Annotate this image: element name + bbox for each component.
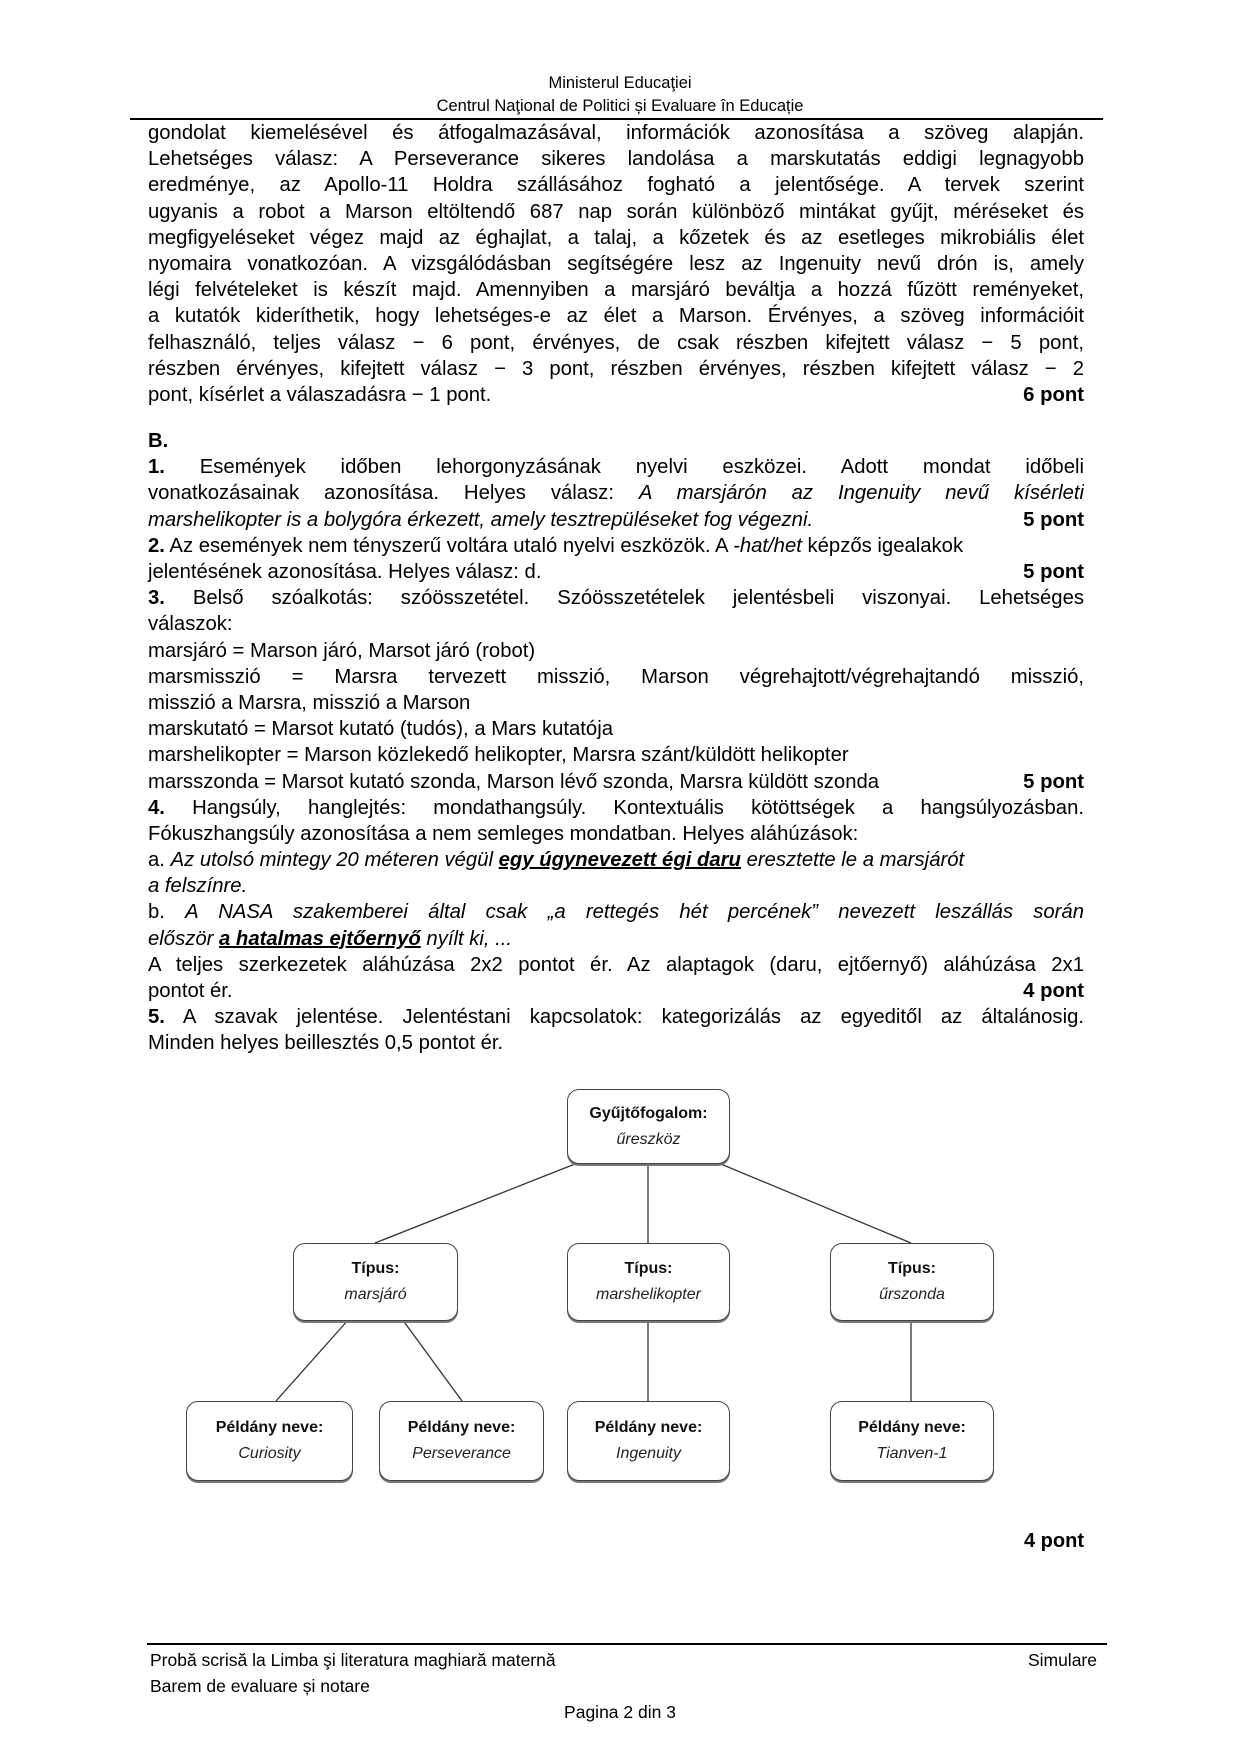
answer-a: [148, 847, 1084, 873]
question-4: [148, 795, 1084, 1005]
text-line: eredménye, az Apollo-11 Holdra szállásához fogható a jelentősége. A tervek szerint: [148, 174, 1084, 197]
answer-line: marshelikopter = Marson közlekedő helikopter, Marsra szánt/küldött helikopter: [148, 744, 849, 767]
text-fragment: képzős igealakok: [801, 534, 964, 557]
text-fragment: marsszonda = Marsot kutató szonda, Marson lévő szonda, Marsra küldött szonda: [148, 770, 880, 793]
underlined-answer: egy úgynevezett égi daru: [498, 849, 741, 872]
answer-line: marsjáró = Marson járó, Marsot járó (robot): [148, 639, 536, 662]
answer-a-cont: [148, 873, 1084, 899]
answer-italic: marshelikopter is a bolygóra érkezett, amely tesztrepüléseket fog végezni.: [148, 508, 814, 531]
footer-simulation-label: Simulare: [1027, 1650, 1097, 1670]
text-italic: először: [148, 927, 220, 950]
text-fragment: pontot ér.: [148, 980, 233, 1002]
text-line: felhasználó, teljes válasz − 6 pont, érvényes, de csak részben kifejtett válasz − 5 pont,: [148, 331, 1084, 354]
points-label: 4 pont: [1024, 1530, 1084, 1552]
answer-b-cont: [148, 926, 1084, 952]
header-ministry: Ministerul Educaţiei: [548, 74, 692, 92]
node-title: Példány neve:: [594, 1419, 703, 1436]
header-center: Centrul Naţional de Politici și Evaluare în Educație: [436, 97, 804, 115]
node-title: Példány neve:: [215, 1419, 324, 1436]
text-line: [148, 795, 1084, 821]
node-title: Példány neve:: [858, 1419, 966, 1436]
diagram-node-type: [830, 1243, 994, 1321]
answer-line: marskutató = Marsot kutató (tudós), a Mars kutatója: [148, 718, 613, 741]
text-fragment: Belső szóalkotás: szóösszetétel. Szóösszetételek jelentésbeli viszonyai. Lehetséges: [164, 587, 1084, 610]
diagram-node-type: [293, 1243, 458, 1321]
text-line: [148, 533, 1084, 559]
section-heading: B.: [148, 430, 169, 453]
diagram-node-type: [567, 1243, 730, 1321]
text-line: Minden helyes beillesztés 0,5 pontot ér.: [148, 1032, 504, 1055]
question-number: 3.: [148, 587, 165, 610]
text-line: a kutatók kideríthetik, hogy lehetséges-e az élet a Marson. Érvényes, a szöveg információit: [148, 305, 1084, 328]
text-fragment: pont, kísérlet a válaszadásra − 1 pont.: [148, 383, 492, 406]
text-fragment: b.: [148, 901, 186, 924]
diagram-node-instance: [830, 1401, 994, 1481]
answer-line: [148, 769, 1084, 795]
points-label: 4 pont: [1023, 980, 1084, 1002]
text-line: [148, 507, 1084, 533]
text-fragment: Az események nem tényszerű voltára utaló nyelvi eszközök. A: [164, 534, 734, 557]
node-title: Típus:: [888, 1260, 936, 1277]
text-line: [148, 978, 1084, 1004]
text-line: [148, 1004, 1084, 1030]
text-fragment: jelentésének azonosítása. Helyes válasz: d.: [148, 561, 542, 583]
node-value: Tianven-1: [876, 1445, 948, 1462]
text-italic: Az utolsó mintegy 20 méteren végül: [170, 849, 499, 872]
diagram-node-root: [567, 1089, 730, 1164]
answer-line: marsmisszió = Marsra tervezett misszió, Marson végrehajtott/végrehajtandó misszió,: [148, 665, 1084, 688]
question-5: [148, 1004, 1084, 1056]
text-line: légi felvételeket is készít majd. Amennyiben a marsjáró beváltja a hozzá fűzött reményeket,: [148, 279, 1084, 302]
points-label: 5 pont: [1023, 770, 1084, 793]
text-italic: A NASA szakemberei által csak „a rettegés hét percének” nevezett leszállás során: [185, 901, 1084, 924]
answer-italic: A marsjárón az Ingenuity nevű kísérleti: [638, 482, 1084, 505]
text-fragment: Hangsúly, hanglejtés: mondathangsúly. Kontextuális kötöttségek a hangsúlyozásban.: [164, 796, 1084, 819]
text-line: [148, 585, 1084, 611]
diagram-node-instance: [567, 1401, 730, 1481]
text-fragment: Események időben lehorgonyzásának nyelvi eszközei. Adott mondat időbeli: [199, 456, 1084, 479]
question-number: 1.: [148, 456, 165, 479]
node-value: Perseverance: [412, 1445, 511, 1462]
text-italic: eresztette le a marsjárót: [740, 849, 965, 872]
node-value: Ingenuity: [616, 1445, 681, 1462]
points-label: 6 pont: [1023, 383, 1084, 406]
node-title: Példány neve:: [407, 1419, 516, 1436]
question-number: 4.: [148, 796, 165, 819]
points-label: 5 pont: [1023, 508, 1084, 531]
question-number: 2.: [148, 534, 165, 557]
footer-rule: [147, 1643, 1107, 1645]
points-label: 5 pont: [1023, 561, 1084, 583]
node-value: marsjáró: [344, 1286, 407, 1303]
text-line: Fókuszhangsúly azonosítása a nem semleges mondatban. Helyes aláhúzások:: [148, 822, 859, 845]
text-line: részben érvényes, kifejtett válasz − 3 pont, részben érvényes, részben kifejtett válasz − 2: [148, 357, 1084, 380]
text-italic: -hat/het: [733, 534, 802, 557]
footer-subtitle: Barem de evaluare și notare: [150, 1676, 370, 1696]
text-line: megfigyeléseket végez majd az éghajlat, a talaj, a kőzetek és az esetleges mikrobiális élet: [148, 226, 1084, 249]
text-line: válaszok:: [148, 613, 233, 636]
text-line: [148, 480, 1084, 506]
text-line: [148, 454, 1084, 480]
text-line: [148, 559, 1084, 585]
node-title: Típus:: [624, 1260, 673, 1277]
text-line: nyomaira vonatkozóan. A vizsgálódásban segítségére lesz az Ingenuity nevű drón is, amely: [148, 252, 1084, 275]
text-line: gondolat kiemelésével és átfogalmazásával, információk azonosítása a szöveg alapján.: [148, 122, 1084, 144]
footer-exam-title: Probă scrisă la Limba şi literatura maghiară maternă: [150, 1650, 556, 1670]
question-2: [148, 533, 1084, 585]
node-value: marshelikopter: [596, 1286, 701, 1303]
page-number: Pagina 2 din 3: [564, 1702, 676, 1722]
question-1: [148, 454, 1084, 533]
answer-b: [148, 899, 1084, 925]
section-a-tail: [148, 120, 1084, 408]
question-number: 5.: [148, 1006, 165, 1029]
text-fragment: a.: [148, 849, 171, 872]
underlined-answer: a hatalmas ejtőernyő: [219, 927, 421, 950]
node-value: űrszonda: [879, 1286, 945, 1303]
text-line: Lehetséges válasz: A Perseverance sikeres landolása a marskutatás eddigi legnagyobb: [148, 148, 1084, 171]
text-line: [148, 382, 1084, 408]
diagram-node-instance: [186, 1401, 353, 1481]
node-title: Gyűjtőfogalom:: [589, 1104, 708, 1122]
node-value: űreszköz: [616, 1130, 681, 1148]
text-line: ugyanis a robot a Marson eltöltendő 687 nap során különböző mintákat gyűjt, méréseket és: [148, 200, 1084, 223]
node-value: Curiosity: [238, 1445, 301, 1462]
node-title: Típus:: [351, 1260, 400, 1277]
answer-line: misszió a Marsra, misszió a Marson: [148, 691, 471, 714]
text-italic: nyílt ki, ...: [420, 927, 513, 950]
text-italic: a felszínre.: [148, 875, 248, 898]
text-fragment: vonatkozásainak azonosítása. Helyes válasz:: [148, 482, 639, 505]
document-body: [148, 120, 1084, 1057]
text-line: A teljes szerkezetek aláhúzása 2x2 pontot ér. Az alaptagok (daru, ejtőernyő) aláhúzása 2x1: [148, 953, 1084, 976]
diagram-node-instance: [379, 1401, 544, 1481]
question-3: [148, 585, 1084, 795]
text-fragment: A szavak jelentése. Jelentéstani kapcsolatok: kategorizálás az egyeditől az általánosig.: [164, 1006, 1084, 1029]
